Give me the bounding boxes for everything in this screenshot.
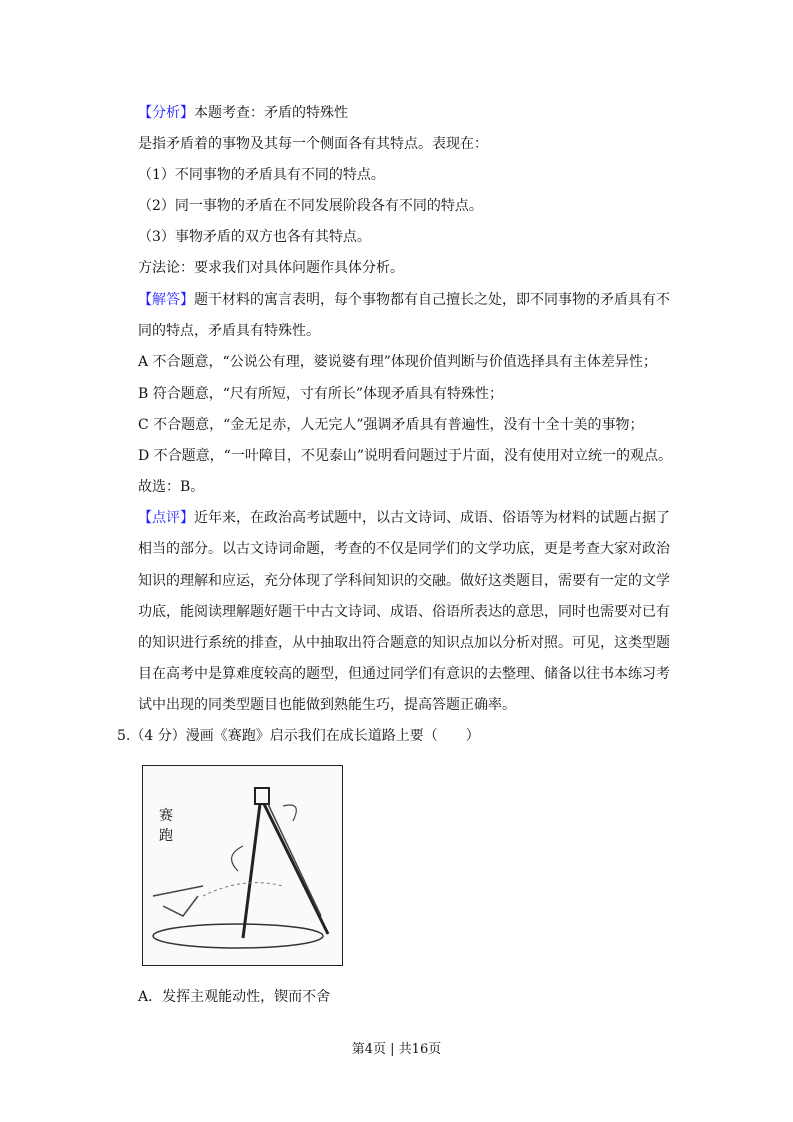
option-a[interactable]: A．发挥主观能动性，锲而不舍 — [138, 989, 331, 1005]
question-5-stem: 5.（4 分）漫画《赛跑》启示我们在成长道路上要（ ） — [117, 728, 480, 744]
analysis-line: 是指矛盾着的事物及其每一个侧面各有其特点。表现在： — [138, 136, 488, 152]
analysis-heading — [138, 104, 348, 122]
comment-line: 试中出现的同类型题目也能做到熟能生巧，提高答题正确率。 — [138, 697, 516, 713]
comment-line: 相当的部分。以古文诗词命题，考查的不仅是同学们的文学功底，更是考查大家对政治 — [138, 541, 670, 557]
compass-drawing-icon — [143, 766, 341, 964]
option-a-explanation: A 不合题意，“公说公有理，婆说婆有理”体现价值判断与价值选择具有主体差异性； — [138, 354, 657, 370]
analysis-tag: 【分析】 — [138, 105, 194, 121]
analysis-text: 本题考查：矛盾的特殊性 — [194, 105, 348, 121]
analysis-line: 方法论：要求我们对具体问题作具体分析。 — [138, 260, 404, 276]
option-c-explanation: C 不合题意，“金无足赤，人无完人”强调矛盾具有普遍性，没有十全十美的事物； — [138, 417, 644, 433]
answer-text: 题干材料的寓言表明，每个事物都有自己擅长之处，即不同事物的矛盾具有不 — [194, 292, 670, 308]
analysis-line: （2）同一事物的矛盾在不同发展阶段各有不同的特点。 — [138, 198, 483, 214]
option-b-explanation: B 符合题意，“尺有所短，寸有所长”体现矛盾具有特殊性； — [138, 386, 504, 402]
answer-tag: 【解答】 — [138, 292, 194, 308]
cartoon-caption: 赛跑 — [159, 808, 173, 844]
comment-text: 近年来，在政治高考试题中，以古文诗词、成语、俗语等为材料的试题占据了 — [194, 510, 670, 526]
page-footer: 第4页 | 共16页 — [351, 1042, 442, 1057]
comment-heading — [138, 509, 670, 527]
comment-line: 功底，能阅读理解题好题干中古文诗词、成语、俗语所表达的意思，同时也需要对已有 — [138, 604, 670, 620]
answer-choice: 故选：B。 — [138, 479, 205, 495]
option-d-explanation: D 不合题意，“一叶障目，不见泰山”说明看问题过于片面，没有使用对立统一的观点。 — [138, 448, 672, 464]
comment-line: 的知识进行系统的排查，从中抽取出符合题意的知识点加以分析对照。可见，这类型题 — [138, 635, 670, 651]
answer-line: 同的特点，矛盾具有特殊性。 — [138, 323, 320, 339]
cartoon-race-image — [142, 765, 343, 966]
analysis-line: （1）不同事物的矛盾具有不同的特点。 — [138, 167, 385, 183]
comment-tag: 【点评】 — [138, 510, 194, 526]
analysis-line: （3）事物矛盾的双方也各有其特点。 — [138, 229, 371, 245]
answer-heading — [138, 291, 670, 309]
comment-line: 目在高考中是算难度较高的题型，但通过同学们有意识的去整理、储备以往书本练习考 — [138, 666, 670, 682]
comment-line: 知识的理解和应运，充分体现了学科间知识的交融。做好这类题目，需要有一定的文学 — [138, 573, 670, 589]
